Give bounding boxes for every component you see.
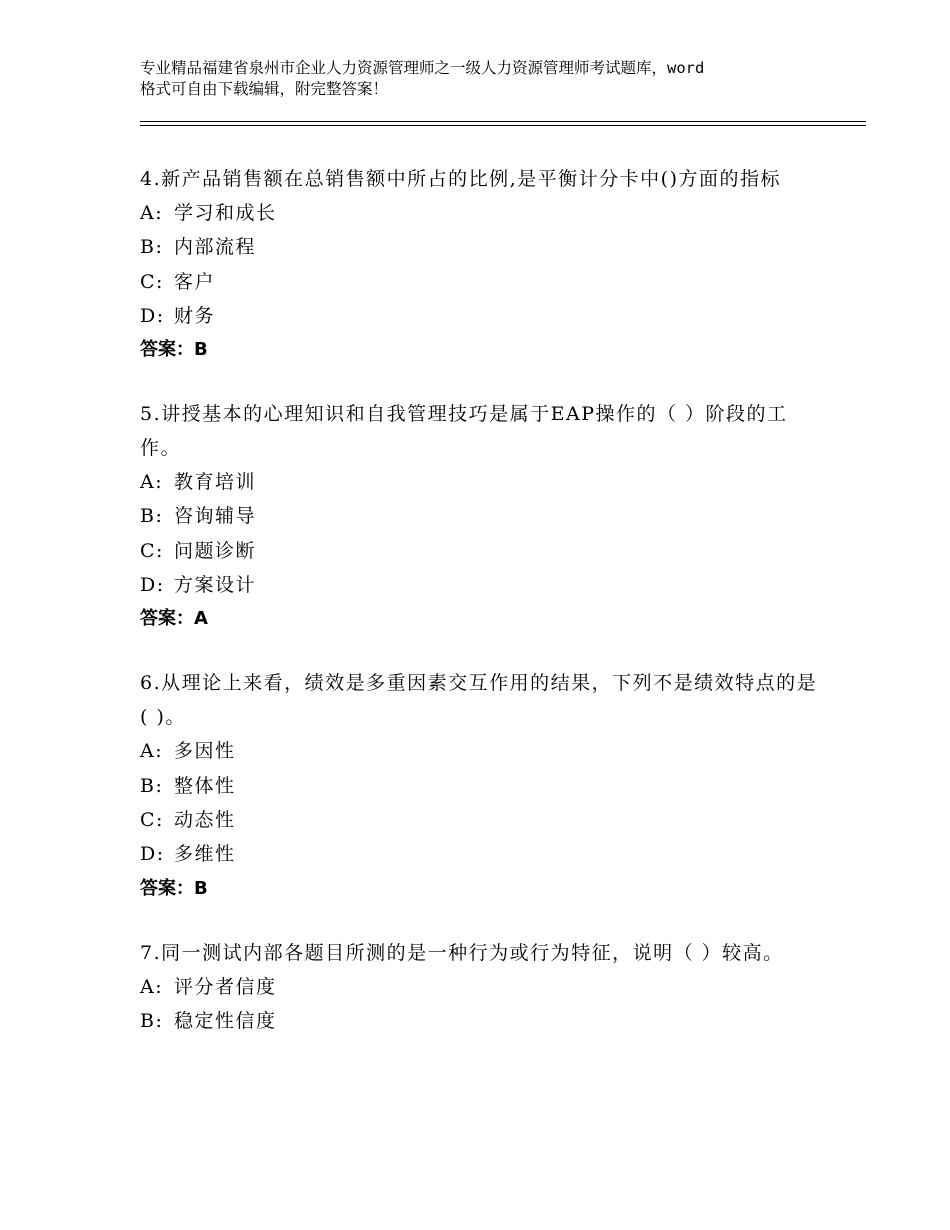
option-text: 客户 xyxy=(174,270,216,293)
option-d xyxy=(140,299,820,333)
option-key: A: xyxy=(140,975,164,998)
option-b xyxy=(140,230,820,264)
option-text: 评分者信度 xyxy=(174,975,277,998)
option-text: 教育培训 xyxy=(174,471,257,494)
option-text: 咨询辅导 xyxy=(174,505,257,528)
option-b xyxy=(140,769,820,803)
option-key: B: xyxy=(140,774,164,797)
question-list xyxy=(140,162,820,1068)
question-6 xyxy=(140,666,820,905)
option-key: C: xyxy=(140,808,164,831)
option-b xyxy=(140,499,820,533)
header-divider-bottom xyxy=(140,125,866,126)
question-stem: 5.讲授基本的心理知识和自我管理技巧是属于EAP操作的（ ）阶段的工作。 xyxy=(140,403,788,460)
option-key: A: xyxy=(140,202,164,224)
option-c xyxy=(140,803,820,837)
option-text: 内部流程 xyxy=(174,236,257,259)
option-key: D: xyxy=(140,574,165,597)
answer-line: 答案：B xyxy=(140,339,208,361)
option-key: B: xyxy=(140,236,164,259)
option-key: C: xyxy=(140,539,164,562)
option-key: B: xyxy=(140,505,164,528)
option-key: D: xyxy=(140,304,165,327)
header-divider-top xyxy=(140,121,866,122)
option-text: 多维性 xyxy=(174,843,236,866)
option-text: 整体性 xyxy=(174,774,236,797)
option-a xyxy=(140,734,820,768)
option-text: 多因性 xyxy=(174,740,236,763)
option-a xyxy=(140,970,820,1004)
option-key: B: xyxy=(140,1009,164,1032)
option-key: C: xyxy=(140,270,164,293)
option-b xyxy=(140,1004,820,1038)
option-key: A: xyxy=(140,740,164,763)
question-stem: 4.新产品销售额在总销售额中所占的比例,是平衡计分卡中()方面的指标 xyxy=(140,168,781,190)
option-key: D: xyxy=(140,843,165,866)
option-c xyxy=(140,534,820,568)
document-header xyxy=(140,58,840,100)
option-a xyxy=(140,196,820,230)
question-7 xyxy=(140,936,820,1039)
question-5 xyxy=(140,397,820,636)
question-stem: 6.从理论上来看，绩效是多重因素交互作用的结果，下列不是绩效特点的是( )。 xyxy=(140,672,818,729)
option-key: A: xyxy=(140,471,164,494)
header-line-2: 格式可自由下载编辑，附完整答案！ xyxy=(140,80,389,98)
option-text: 财务 xyxy=(174,304,216,327)
option-text: 学习和成长 xyxy=(174,202,277,224)
answer-line: 答案：B xyxy=(140,877,208,899)
option-text: 方案设计 xyxy=(174,574,257,597)
option-c xyxy=(140,265,820,299)
option-d xyxy=(140,837,820,871)
answer-line: 答案：A xyxy=(140,608,208,630)
option-text: 问题诊断 xyxy=(174,539,257,562)
question-4 xyxy=(140,162,820,367)
header-line-1: 专业精品福建省泉州市企业人力资源管理师之一级人力资源管理师考试题库，word xyxy=(140,59,705,77)
option-d xyxy=(140,568,820,602)
option-a xyxy=(140,465,820,499)
question-stem: 7.同一测试内部各题目所测的是一种行为或行为特征，说明（ ）较高。 xyxy=(140,941,784,964)
option-text: 动态性 xyxy=(174,808,236,831)
option-text: 稳定性信度 xyxy=(174,1009,277,1032)
